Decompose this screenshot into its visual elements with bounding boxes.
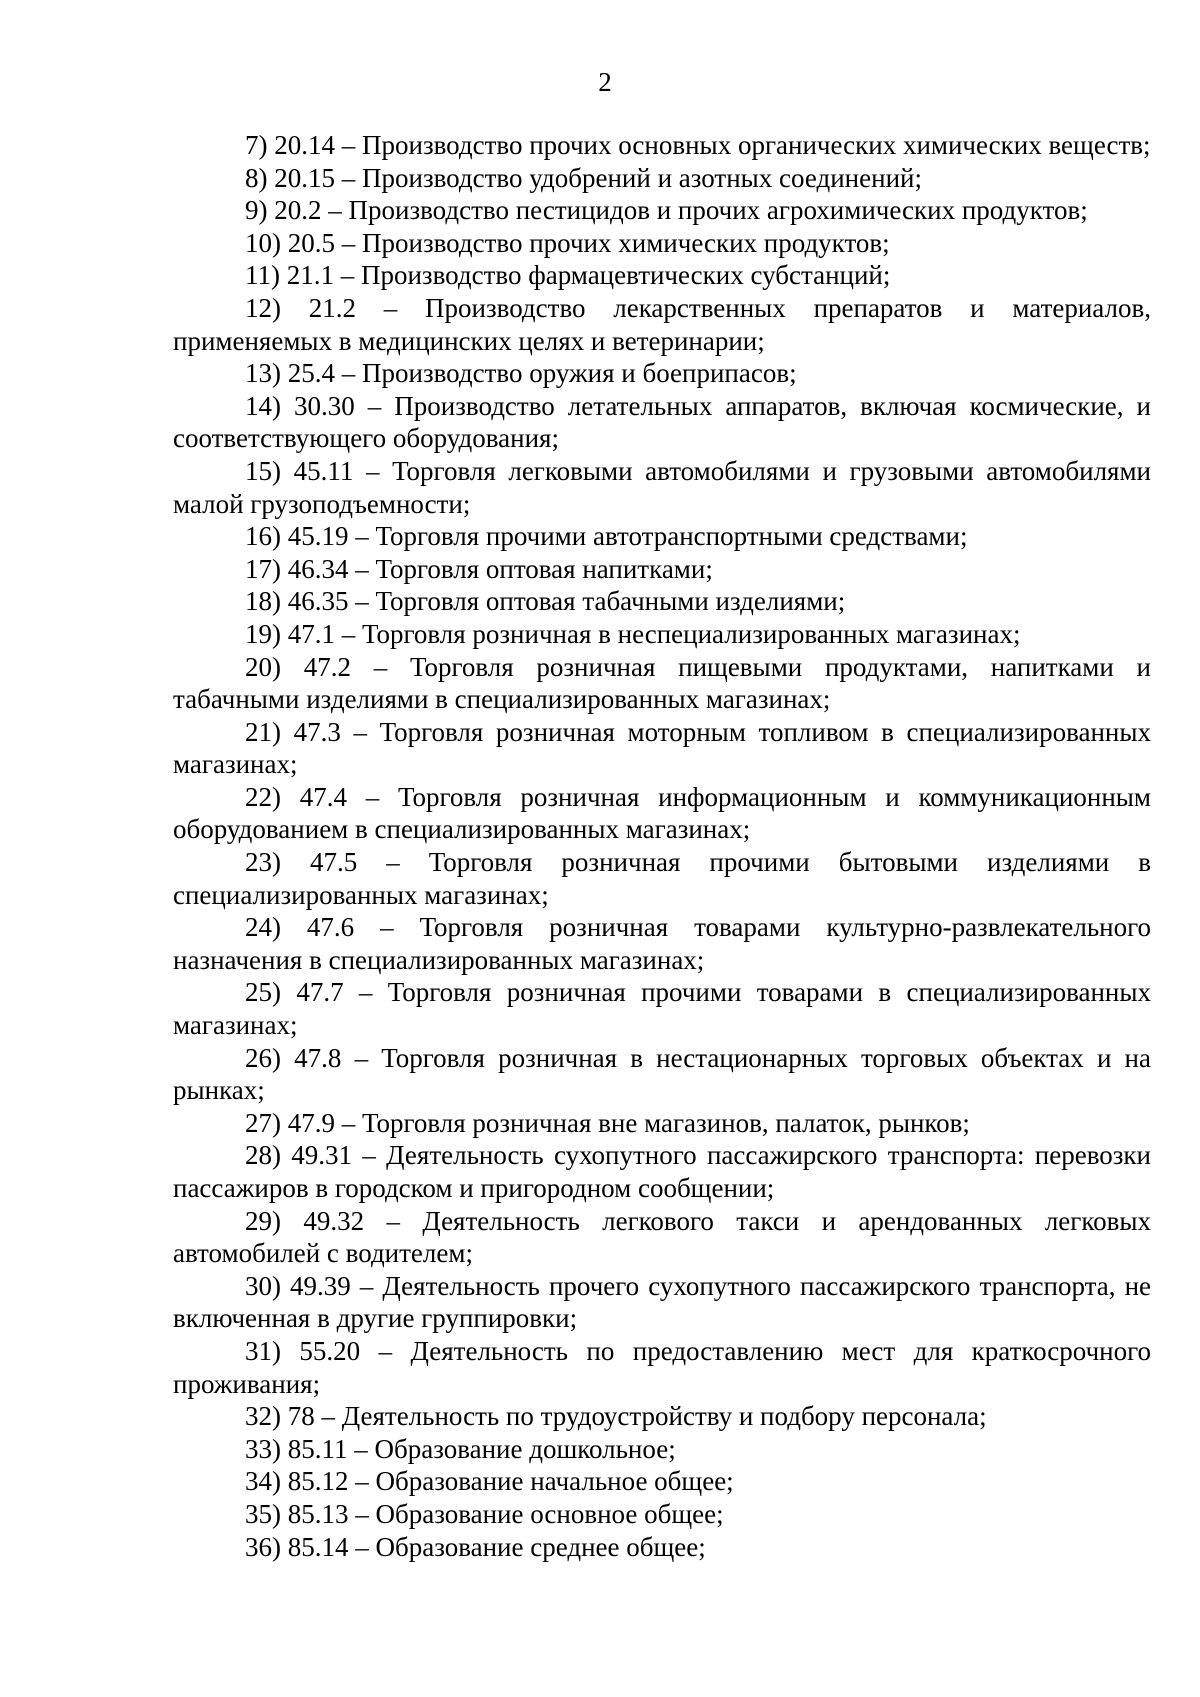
list-item: 27) 47.9 – Торговля розничная вне магазинов, палаток, рынков; xyxy=(245,1107,970,1138)
activity-list xyxy=(173,129,1151,1563)
list-item: 32) 78 – Деятельность по трудоустройству и подбору персонала; xyxy=(245,1401,987,1432)
list-item: 21) 47.3 – Торговля розничная моторным топливом в специализированных магазинах; xyxy=(173,716,1151,780)
page-number: 2 xyxy=(598,67,612,97)
list-item: 10) 20.5 – Производство прочих химических продуктов; xyxy=(245,227,890,258)
list-item: 33) 85.11 – Образование дошкольное; xyxy=(245,1433,676,1464)
list-item: 18) 46.35 – Торговля оптовая табачными изделиями; xyxy=(245,586,846,617)
list-item: 7) 20.14 – Производство прочих основных органических химических веществ; xyxy=(245,130,1151,160)
list-item: 24) 47.6 – Торговля розничная товарами культурно-развлекательного назначения в специализированных магазинах; xyxy=(173,912,1151,975)
list-item: 11) 21.1 – Производство фармацевтических субстанций; xyxy=(245,260,891,291)
list-item: 36) 85.14 – Образование среднее общее; xyxy=(245,1531,706,1562)
list-item: 16) 45.19 – Торговля прочими автотранспортными средствами; xyxy=(245,521,968,552)
list-item: 19) 47.1 – Торговля розничная в неспециализированных магазинах; xyxy=(245,618,1021,649)
list-item: 14) 30.30 – Производство летательных аппаратов, включая космические, и соответствующего оборудования; xyxy=(173,390,1151,454)
list-item: 8) 20.15 – Производство удобрений и азотных соединений; xyxy=(245,162,922,193)
list-item: 28) 49.31 – Деятельность сухопутного пассажирского транспорта: перевозки пассажиров в городском и пригородном сообщении; xyxy=(173,1140,1151,1203)
list-item: 9) 20.2 – Производство пестицидов и прочих агрохимических продуктов; xyxy=(245,195,1088,226)
list-item: 25) 47.7 – Торговля розничная прочими товарами в специализированных магазинах; xyxy=(173,977,1151,1041)
list-item: 20) 47.2 – Торговля розничная пищевыми продуктами, напитками и табачными изделиями в специализированных магазинах; xyxy=(173,651,1151,715)
list-item: 35) 85.13 – Образование основное общее; xyxy=(245,1498,724,1529)
list-item: 17) 46.34 – Торговля оптовая напитками; xyxy=(245,553,713,584)
list-item: 13) 25.4 – Производство оружия и боеприпасов; xyxy=(245,358,797,389)
list-item: 34) 85.12 – Образование начальное общее; xyxy=(245,1466,734,1497)
list-item: 29) 49.32 – Деятельность легкового такси и арендованных легковых автомобилей с водителем; xyxy=(173,1205,1151,1269)
list-item: 12) 21.2 – Производство лекарственных препаратов и материалов, применяемых в медицинских целях и ветеринарии; xyxy=(173,292,1151,356)
list-item: 30) 49.39 – Деятельность прочего сухопутного пассажирского транспорта, не включенная в другие группировки; xyxy=(173,1270,1151,1334)
list-item: 15) 45.11 – Торговля легковыми автомобилями и грузовыми автомобилями малой грузоподъемности; xyxy=(173,455,1151,519)
list-item: 31) 55.20 – Деятельность по предоставлению мест для краткосрочного проживания; xyxy=(173,1335,1151,1399)
list-item: 22) 47.4 – Торговля розничная информационным и коммуникационным оборудованием в специализированных магазинах; xyxy=(173,781,1151,845)
list-item: 26) 47.8 – Торговля розничная в нестационарных торговых объектах и на рынках; xyxy=(173,1042,1151,1106)
list-item: 23) 47.5 – Торговля розничная прочими бытовыми изделиями в специализированных магазинах; xyxy=(173,847,1151,910)
